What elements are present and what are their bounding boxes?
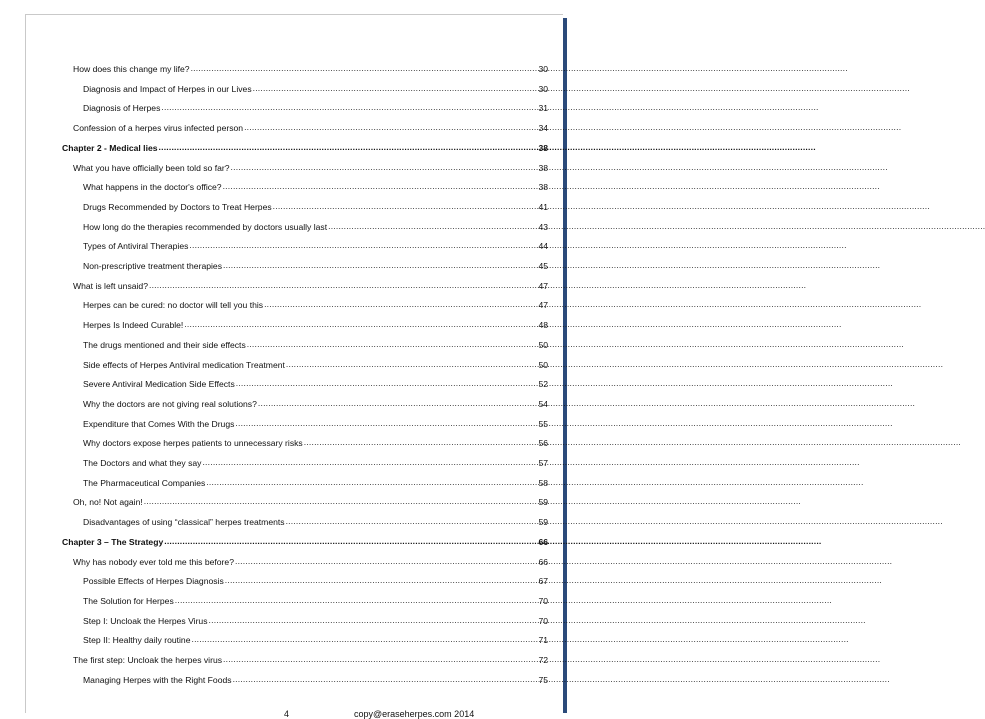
toc-entry-title: How long do the therapies recommended by doctors usually last	[83, 221, 328, 232]
toc-leader-dots	[235, 418, 535, 429]
toc-entry-page: 50	[538, 339, 548, 350]
toc-entry[interactable]	[83, 257, 548, 271]
toc-entry-page: 38	[538, 182, 548, 193]
toc-leader-dots	[247, 339, 535, 350]
toc-leader-dots	[231, 162, 535, 173]
toc-entry-page: 44	[538, 241, 548, 252]
toc-entry-title: Severe Antiviral Medication Side Effects	[83, 379, 235, 390]
toc-entry[interactable]	[83, 80, 548, 94]
toc-leader-dots	[235, 556, 535, 567]
toc-entry[interactable]	[83, 415, 548, 429]
toc-entry[interactable]	[73, 651, 548, 665]
toc-entry-page: 41	[538, 201, 548, 212]
toc-entry[interactable]	[83, 513, 548, 527]
toc-entry-title: How does this change my life?	[73, 64, 190, 74]
toc-entry-title: Chapter 2 - Medical lies	[62, 142, 158, 153]
toc-entry[interactable]	[83, 631, 548, 645]
toc-entry-page: 59	[538, 497, 548, 508]
toc-entry[interactable]	[83, 395, 548, 409]
toc-entry-title: Disadvantages of using “classical” herpes treatments	[83, 517, 285, 528]
toc-leader-dots	[161, 102, 535, 113]
toc-entry-title: Diagnosis of Herpes	[83, 103, 161, 114]
toc-leader-dots	[286, 516, 535, 527]
toc-leader-dots	[233, 674, 535, 685]
toc-entry-title: What is left unsaid?	[73, 280, 148, 291]
toc-entry[interactable]	[83, 356, 548, 370]
toc-entry-page: 43	[538, 221, 548, 232]
toc-entry[interactable]	[73, 119, 548, 133]
toc-leader-dots	[264, 299, 535, 310]
toc-entry-page: 57	[538, 458, 548, 468]
toc-entry-title: The drugs mentioned and their side effects	[83, 339, 246, 350]
toc-entry-title: Non-prescriptive treatment therapies	[83, 261, 222, 271]
toc-entry-title: The Pharmaceutical Companies	[83, 477, 206, 488]
toc-entry-title: Why the doctors are not giving real solutions?	[83, 398, 257, 409]
toc-entry-page: 30	[538, 83, 548, 94]
toc-entry[interactable]	[83, 99, 548, 113]
toc-entry[interactable]	[83, 336, 548, 350]
toc-entry-title: The Doctors and what they say	[83, 458, 202, 468]
toc-entry[interactable]	[73, 553, 548, 567]
toc-entry-page: 50	[538, 359, 548, 370]
toc-entry-title: Diagnosis and Impact of Herpes in our Lives	[83, 83, 252, 94]
toc-leader-dots	[202, 457, 535, 468]
toc-leader-dots	[209, 615, 535, 626]
toc-entry[interactable]	[83, 316, 548, 330]
footer-page-number: 4	[284, 709, 290, 719]
toc-entry-page: 56	[538, 438, 548, 449]
toc-leader-dots	[273, 201, 535, 212]
toc-entry-title: Step I: Uncloak the Herpes Virus	[83, 615, 208, 626]
toc-leader-dots	[244, 122, 535, 133]
toc-entry[interactable]	[73, 60, 548, 74]
toc-entry-page: 67	[538, 576, 548, 587]
toc-leader-dots	[189, 240, 535, 251]
toc-entry-title: Confession of a herpes virus infected person	[73, 123, 244, 134]
toc-entry[interactable]	[73, 159, 548, 173]
toc-entry-page: 47	[538, 300, 548, 311]
toc-leader-dots	[328, 221, 535, 232]
toc-leader-dots	[223, 260, 535, 271]
toc-entry-page: 71	[538, 635, 548, 646]
toc-entry-page: 48	[538, 320, 548, 331]
toc-entry-title: Oh, no! Not again!	[73, 497, 143, 508]
toc-entry-title: What happens in the doctor's office?	[83, 182, 222, 193]
toc-leader-dots	[206, 477, 535, 488]
toc-leader-dots	[164, 536, 535, 547]
toc-entry-page: 47	[538, 280, 548, 291]
toc-entry[interactable]	[83, 296, 548, 310]
toc-entry-page: 70	[538, 595, 548, 606]
toc-entry-title: Why has nobody ever told me this before?	[73, 556, 234, 567]
toc-entry[interactable]	[83, 572, 548, 586]
toc-leader-dots	[223, 654, 535, 665]
toc-entry[interactable]	[83, 178, 548, 192]
toc-entry-title: Types of Antiviral Therapies	[83, 241, 189, 252]
toc-entry-page: 66	[538, 536, 548, 547]
toc-entry[interactable]	[83, 592, 548, 606]
toc-entry-page: 38	[538, 162, 548, 173]
toc-entry-page: 52	[538, 379, 548, 390]
toc-leader-dots	[159, 142, 535, 153]
toc-entry-page: 54	[538, 398, 548, 409]
toc-entry-title: What you have officially been told so far?	[73, 162, 230, 173]
toc-leader-dots	[175, 595, 535, 606]
toc-leader-dots	[253, 83, 535, 94]
document-page	[25, 14, 563, 719]
toc-entry-page: 45	[538, 261, 548, 271]
toc-entry[interactable]	[83, 474, 548, 488]
toc-entry[interactable]	[83, 612, 548, 626]
toc-entry-page: 66	[538, 556, 548, 567]
toc-leader-dots	[258, 398, 535, 409]
toc-entry-page: 59	[538, 517, 548, 528]
toc-entry-title: Step II: Healthy daily routine	[83, 635, 191, 646]
toc-entry[interactable]	[83, 671, 548, 685]
toc-entry-page: 75	[538, 674, 548, 685]
toc-entry-title: Why doctors expose herpes patients to unnecessary risks	[83, 438, 303, 449]
toc-leader-dots	[223, 181, 535, 192]
toc-leader-dots	[304, 437, 535, 448]
toc-entry[interactable]	[83, 375, 548, 389]
toc-entry-title: Chapter 3 – The Strategy	[62, 536, 164, 547]
toc-entry[interactable]	[73, 277, 548, 291]
toc-entry-page: 58	[538, 477, 548, 488]
toc-leader-dots	[236, 378, 535, 389]
toc-entry[interactable]	[83, 454, 548, 468]
toc-entry-title: Managing Herpes with the Right Foods	[83, 674, 232, 685]
toc-leader-dots	[286, 359, 535, 370]
toc-entry-page: 30	[538, 64, 548, 74]
toc-entry[interactable]	[83, 434, 548, 448]
toc-entry-page: 55	[538, 418, 548, 429]
toc-entry-title: Possible Effects of Herpes Diagnosis	[83, 576, 224, 587]
toc-entry-title: Side effects of Herpes Antiviral medication Treatment	[83, 359, 285, 370]
toc-entry-title: Herpes Is Indeed Curable!	[83, 320, 184, 331]
toc-entry-title: The Solution for Herpes	[83, 595, 174, 606]
toc-leader-dots	[191, 63, 535, 74]
toc-entry[interactable]	[73, 493, 548, 507]
toc-entry-title: Drugs Recommended by Doctors to Treat Herpes	[83, 201, 272, 212]
toc-leader-dots	[191, 634, 535, 645]
toc-leader-dots	[144, 496, 535, 507]
toc-entry-page: 31	[538, 103, 548, 114]
toc-entry-page: 70	[538, 615, 548, 626]
toc-leader-dots	[225, 575, 535, 586]
toc-entry-page: 38	[538, 142, 548, 153]
toc-entry[interactable]	[83, 218, 548, 232]
footer-copyright: copy@eraseherpes.com 2014	[354, 709, 475, 719]
toc-entry-title: Expenditure that Comes With the Drugs	[83, 418, 235, 429]
toc-entry[interactable]	[62, 533, 548, 547]
toc-entry-title: The first step: Uncloak the herpes virus	[73, 655, 223, 665]
toc-entry[interactable]	[62, 139, 548, 153]
toc-entry-page: 72	[538, 655, 548, 665]
toc-entry-page: 34	[538, 123, 548, 134]
toc-entry[interactable]	[83, 198, 548, 212]
toc-leader-dots	[149, 280, 535, 291]
toc-entry[interactable]	[83, 237, 548, 251]
toc-entry-title: Herpes can be cured: no doctor will tell you this	[83, 300, 264, 311]
toc-leader-dots	[184, 319, 535, 330]
